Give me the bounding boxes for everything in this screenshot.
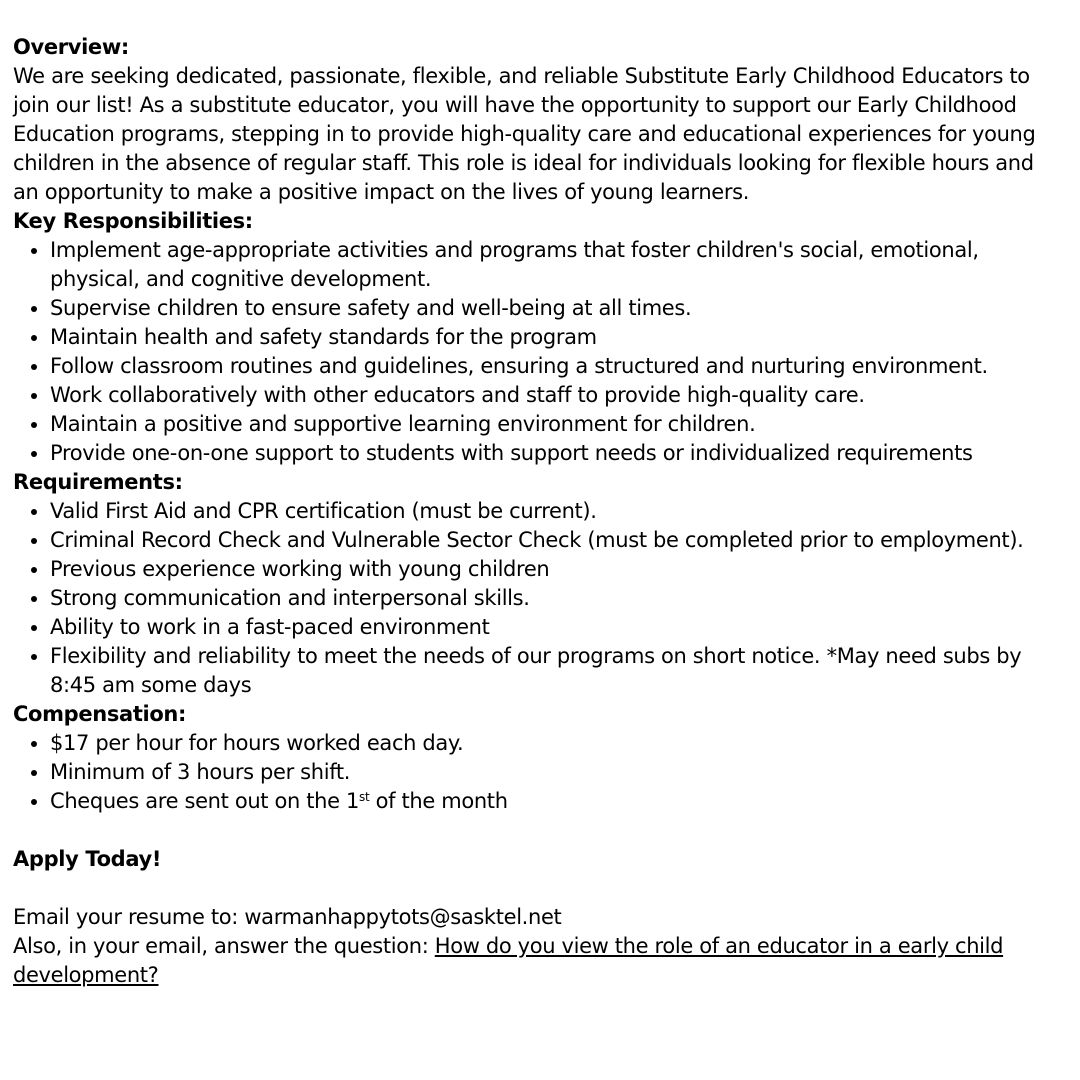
email-line: Email your resume to: warmanhappytots@sasktel.net [13,905,562,929]
list-item: • Strong communication and interpersonal skills. [50,584,1065,613]
cheques-text-before: Cheques are sent out on the 1 [50,789,360,813]
list-item: • Maintain health and safety standards for the program [50,323,1065,352]
list-item: • Follow classroom routines and guidelines, ensuring a structured and nurturing environment. [50,352,1065,381]
list-item: • Provide one-on-one support to students with support needs or individualized requirements [50,439,1065,468]
question-line [13,932,1065,990]
list-item: • Maintain a positive and supportive learning environment for children. [50,410,1065,439]
list-item: • Ability to work in a fast-paced environment [50,613,1065,642]
ordinal-superscript: st [359,790,370,804]
spacer [13,874,1065,903]
compensation-list [13,729,1065,816]
list-item: • Previous experience working with young children [50,555,1065,584]
list-item: • $17 per hour for hours worked each day. [50,729,1065,758]
requirements-list [13,497,1065,700]
requirements-heading: Requirements: [13,470,183,494]
list-item: • Flexibility and reliability to meet the needs of our programs on short notice. *May need subs by 8:45 am some days [50,642,1065,700]
list-item: • Minimum of 3 hours per shift. [50,758,1065,787]
list-item: • Implement age-appropriate activities and programs that foster children's social, emotional, physical, and cognitive development. [50,236,1065,294]
list-item-cheques [50,787,1065,816]
responsibilities-heading: Key Responsibilities: [13,209,253,233]
list-item: • Work collaboratively with other educators and staff to provide high-quality care. [50,381,1065,410]
cheques-text-after: of the month [369,789,508,813]
list-item: • Valid First Aid and CPR certification (must be current). [50,497,1065,526]
question-prefix: Also, in your email, answer the question: [13,934,435,958]
interview-question: How do you view the role of an educator in a early child development? [13,934,1004,987]
overview-text: We are seeking dedicated, passionate, flexible, and reliable Substitute Early Childhood Educators to join our list! As a substitute educator, you will have the opportunity to support our Early Childhood Education programs, stepping in to provide high-quality care and educational experiences for young children in the absence of regular staff. This role is ideal for individuals looking for flexible hours and an opportunity to make a positive impact on the lives of young learners. [13,64,1036,204]
apply-heading: Apply Today! [13,847,162,871]
spacer [13,816,1065,845]
list-item: • Supervise children to ensure safety and well-being at all times. [50,294,1065,323]
responsibilities-list [13,236,1065,468]
list-item: • Criminal Record Check and Vulnerable Sector Check (must be completed prior to employment). [50,526,1065,555]
compensation-heading: Compensation: [13,702,187,726]
job-posting [13,33,1065,990]
overview-heading: Overview: [13,35,129,59]
